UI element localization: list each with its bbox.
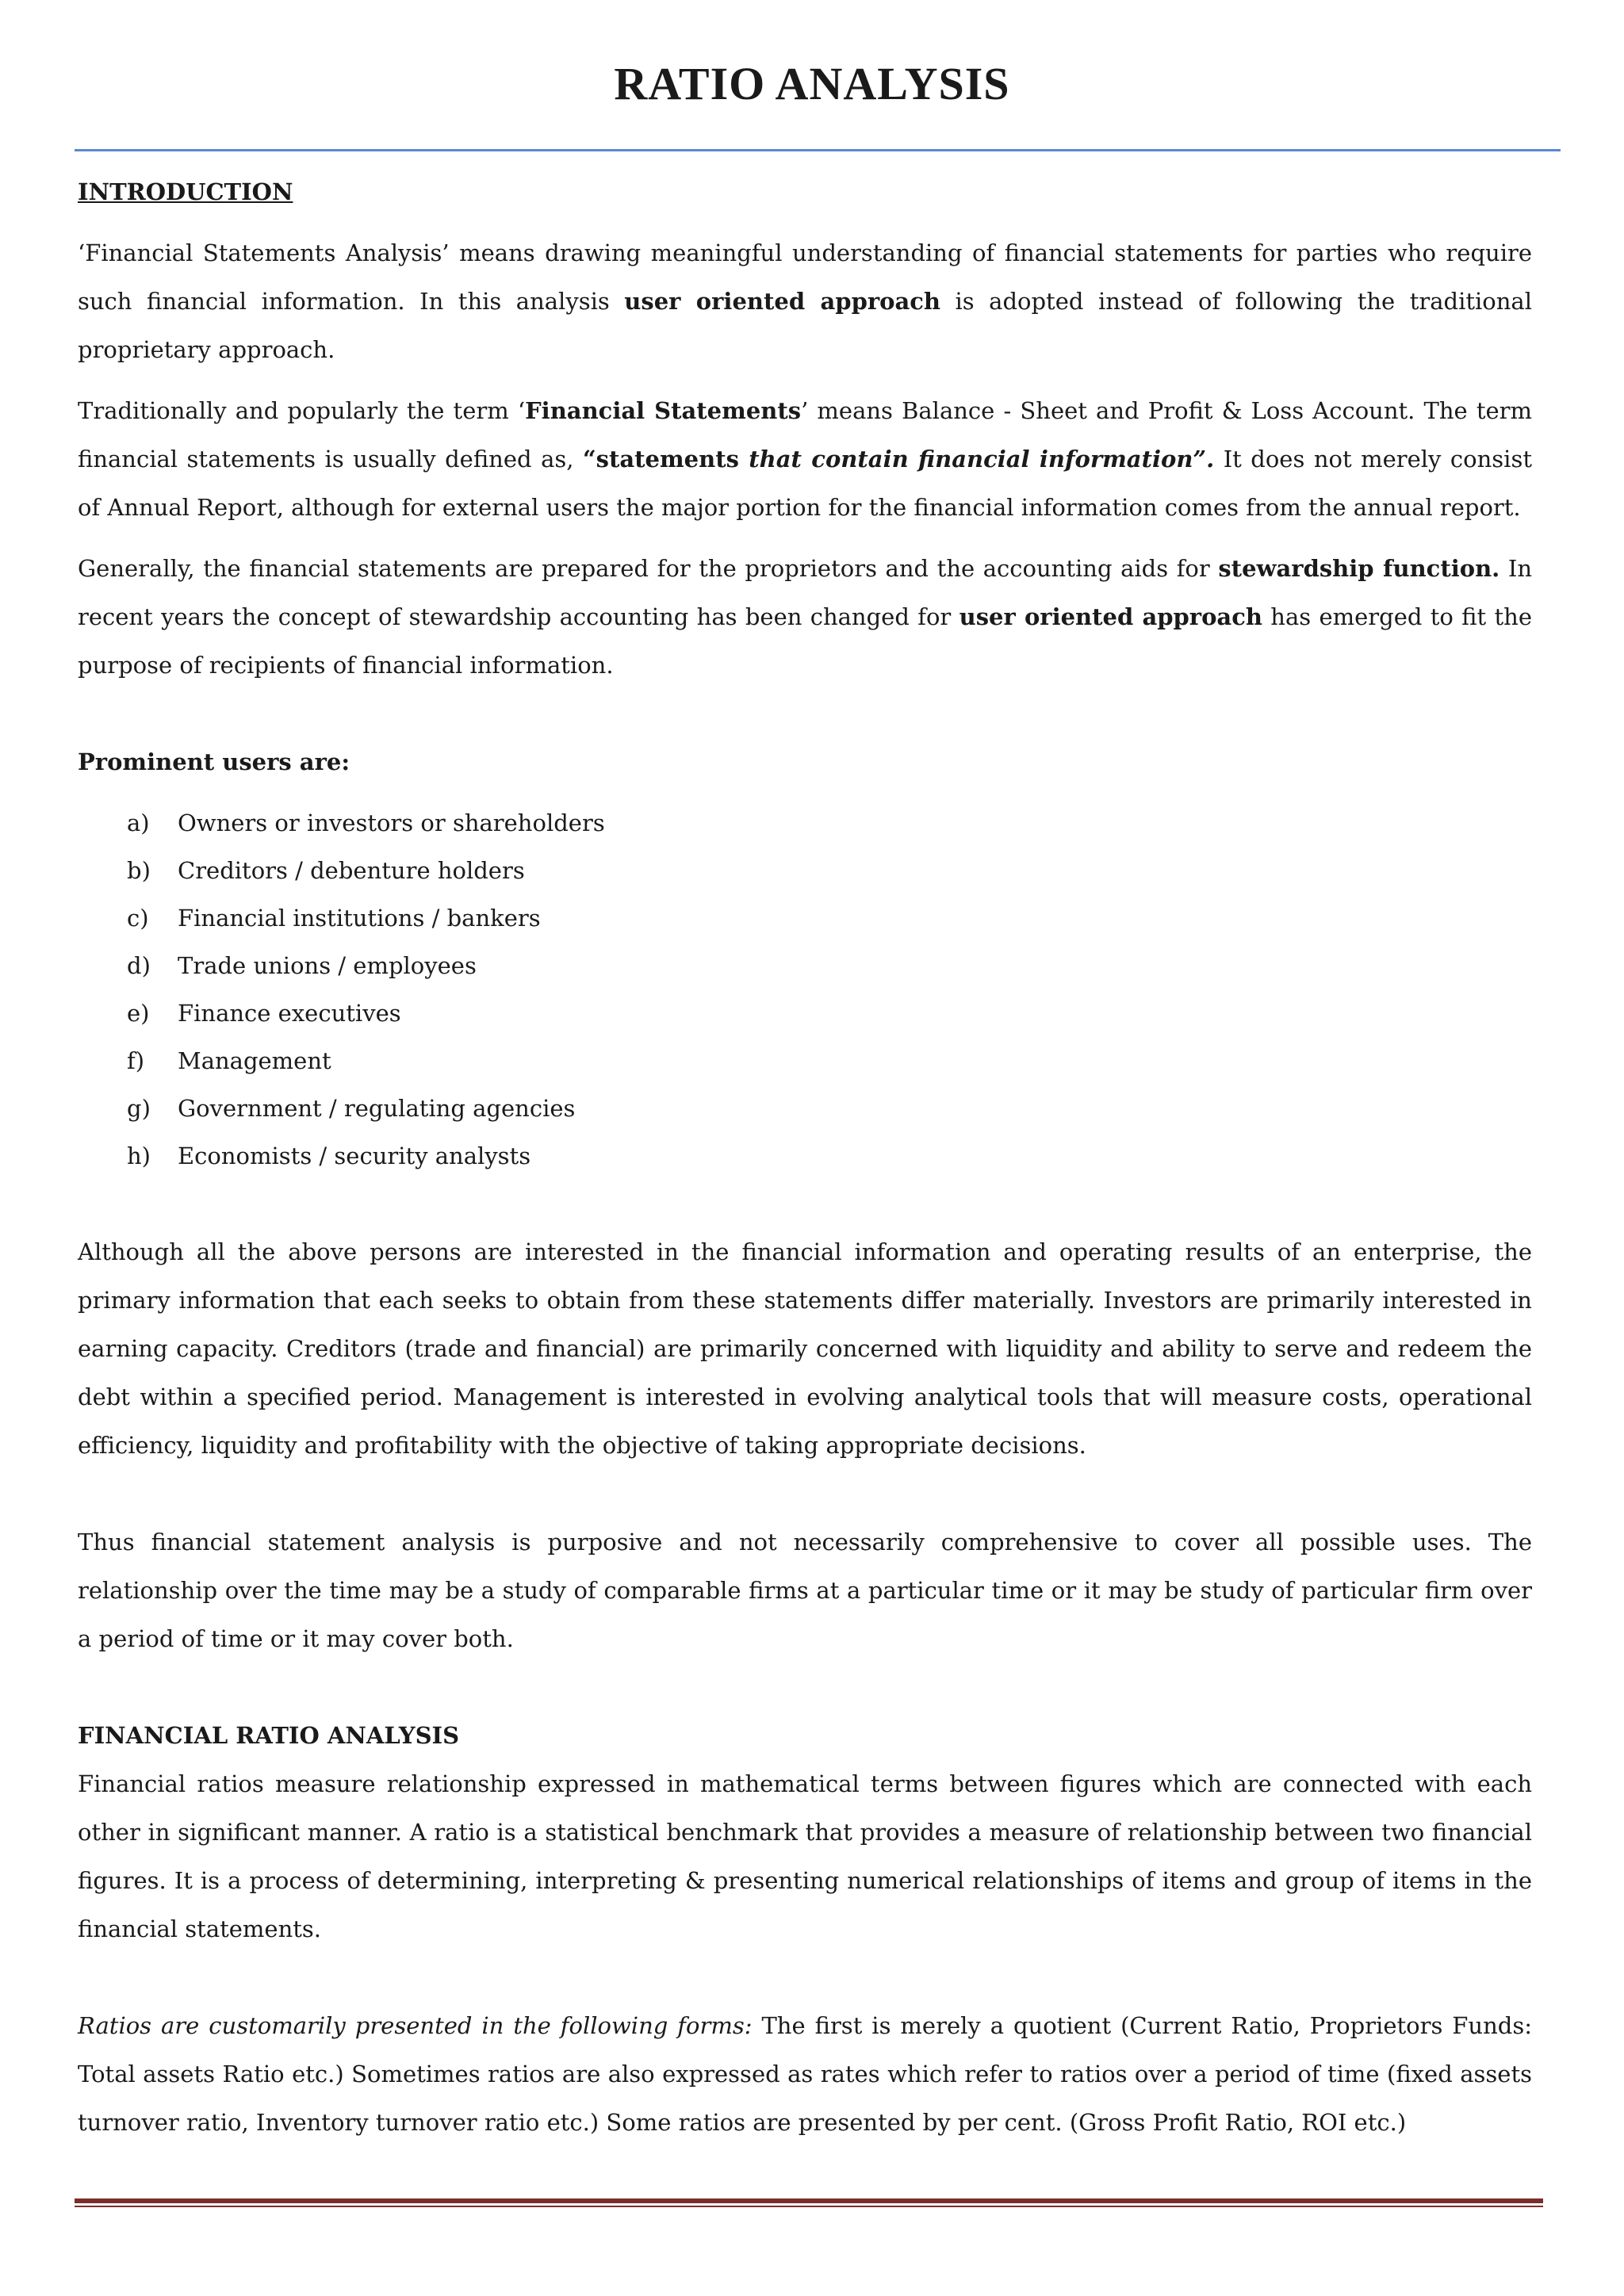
intro-paragraph-3: Generally, the financial statements are prepared for the proprietors and the accounting aids for stewardship function. In recent years the concept of stewardship accounting has been changed for user oriented approach has emerged to fit the purpose of recipients of financial information. (78, 555, 1532, 679)
ratio-analysis-heading: FINANCIAL RATIO ANALYSIS (78, 1722, 460, 1749)
users-list (78, 799, 1532, 1180)
footer-divider (75, 2198, 1543, 2207)
interest-paragraph: Although all the above persons are interested in the financial information and operating results of an enterprise, the primary information that each seeks to obtain from these statements differ materially. Investors are primarily interested in earning capacity. Creditors (trade and financial) are primarily concerned with liquidity and ability to serve and redeem the debt within a specified period. Management is interested in evolving analytical tools that will measure costs, operational efficiency, liquidity and profitability with the objective of taking appropriate decisions. (78, 1238, 1532, 1459)
list-item: e) Finance executives (127, 1000, 401, 1027)
page-title: RATIO ANALYSIS (614, 58, 1010, 109)
intro-paragraph-1: ‘Financial Statements Analysis’ means drawing meaningful understanding of financial statements for parties who require such financial information. In this analysis user oriented approach is adopted instead of following the traditional proprietary approach. (78, 239, 1532, 363)
users-heading: Prominent users are: (78, 748, 350, 775)
document-body (78, 168, 1532, 2147)
ratio-analysis-paragraph: Financial ratios measure relationship expressed in mathematical terms between figures which are connected with each other in significant manner. A ratio is a statistical benchmark that provides a measure of relationship between two financial figures. It is a process of determining, interpreting & presenting numerical relationships of items and group of items in the financial statements. (78, 1770, 1532, 1942)
title-divider (75, 149, 1561, 151)
intro-paragraph-2: Traditionally and popularly the term ‘Financial Statements’ means Balance - Sheet and Profit & Loss Account. The term financial statements is usually defined as, “statements that contain financial information”. It does not merely consist of Annual Report, although for external users the major portion for the financial information comes from the annual report. (78, 397, 1533, 521)
introduction-heading: INTRODUCTION (78, 178, 293, 205)
list-item: c) Financial institutions / bankers (127, 905, 541, 932)
list-item: h) Economists / security analysts (127, 1142, 531, 1169)
list-item: d) Trade unions / employees (127, 952, 477, 979)
list-item: f) Management (127, 1047, 331, 1074)
forms-paragraph: Ratios are customarily presented in the following forms: The first is merely a quotient (Current Ratio, Proprietors Funds: Total assets Ratio etc.) Sometimes ratios are also expressed as rates which refer to ratios over a period of time (fixed assets turnover ratio, Inventory turnover ratio etc.) Some ratios are presented by per cent. (Gross Profit Ratio, ROI etc.) (78, 2012, 1532, 2136)
list-item: g) Government / regulating agencies (127, 1095, 576, 1122)
list-item: b) Creditors / debenture holders (127, 857, 525, 884)
purpose-paragraph: Thus financial statement analysis is purposive and not necessarily comprehensive to cover all possible uses. The relationship over the time may be a study of comparable firms at a particular time or it may be study of particular firm over a period of time or it may cover both. (78, 1529, 1532, 1652)
list-item: a) Owners or investors or shareholders (127, 809, 605, 836)
